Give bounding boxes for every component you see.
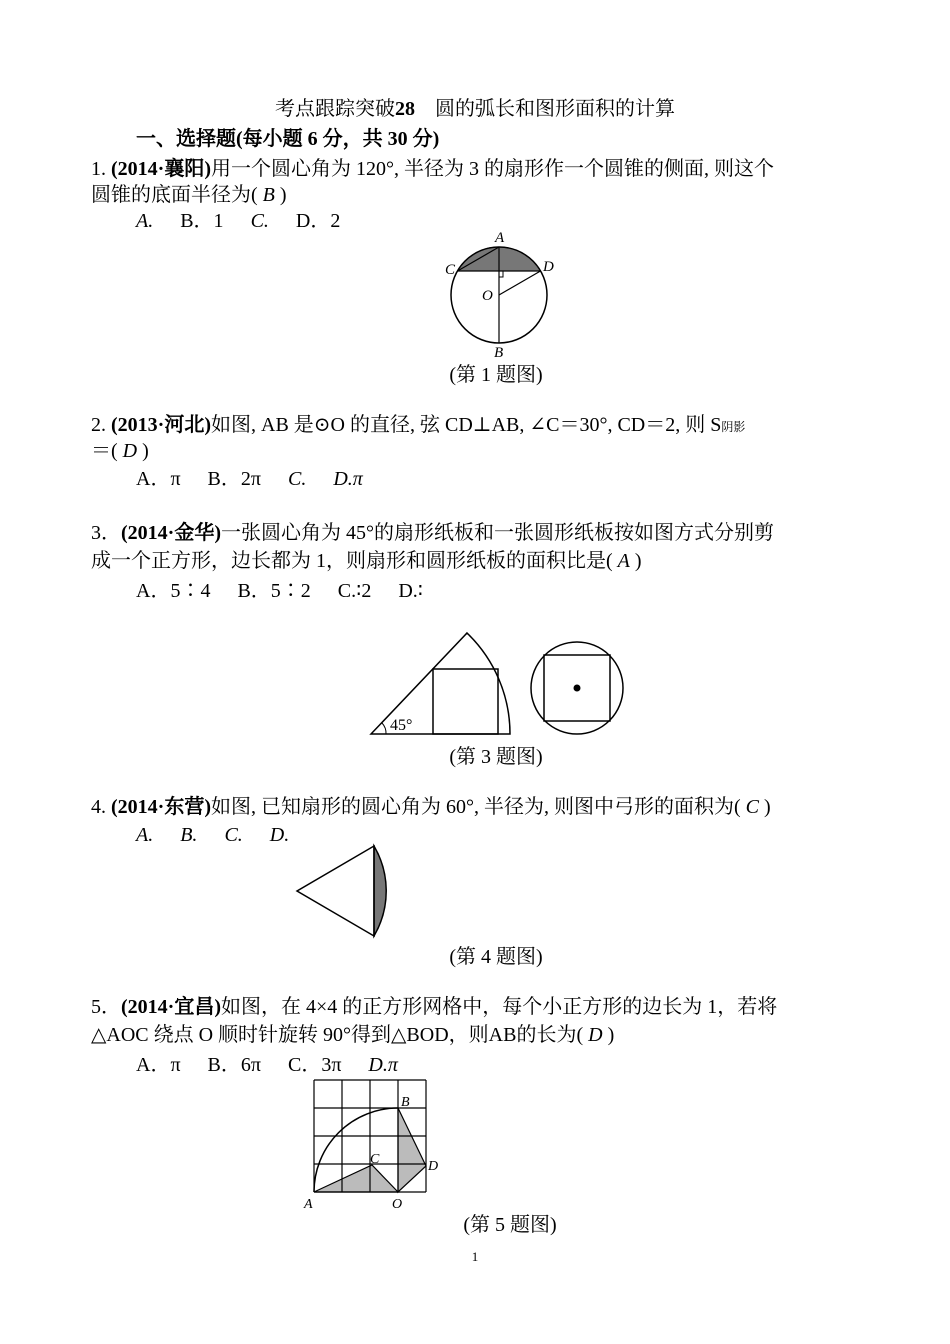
q1-option-d: D．2 [295, 210, 341, 232]
q1-label-c: C [445, 262, 456, 278]
q1-right-angle [499, 271, 503, 277]
q1-figure [440, 228, 570, 360]
question-2-line-1 [91, 412, 745, 440]
title-prefix: 考点跟踪突破 [275, 98, 395, 120]
q1-label-b: B [494, 345, 504, 360]
page-number: 1 [471, 1249, 479, 1264]
q1-close: ) [279, 184, 287, 206]
q2-answer: D [122, 440, 138, 462]
question-1-line-1 [91, 156, 774, 182]
q3-text-1: 一张圆心角为 45°的扇形纸板和一张圆形纸板按如图方式分别剪 [221, 522, 774, 544]
question-3-line-1 [91, 520, 774, 546]
q5-text-1: 如图，在 4×4 的正方形网格中，每个小正方形的边长为 1，若将 [221, 996, 778, 1018]
question-3-line-2 [91, 548, 642, 574]
question-5-line-1 [91, 994, 777, 1020]
q3-center-dot [574, 685, 581, 692]
q2-options [136, 466, 385, 492]
q2-option-d: D.π [333, 468, 363, 490]
q3-sector-square [433, 669, 498, 734]
q2-text-1: 如图, AB 是⊙O 的直径, 弦 CD⊥AB, ∠C＝30°, CD＝2, 则 S [211, 414, 722, 436]
q4-option-d: D. [269, 824, 290, 846]
q5-answer: D [588, 1024, 603, 1046]
q5-option-a: A．π [136, 1054, 181, 1076]
q3-option-a: A．5∶4 [136, 580, 211, 602]
q5-label-c: C [370, 1152, 380, 1167]
q1-radius-od [499, 271, 541, 295]
q5-triangle-bod [398, 1108, 426, 1192]
q3-option-c: C.∶2 [337, 580, 372, 602]
q4-option-c: C. [224, 824, 243, 846]
q4-answer: C [745, 796, 760, 818]
q5-text-2: △AOC 绕点 O 顺时针旋转 90°得到△BOD，则AB的长为( [91, 1024, 584, 1046]
q1-option-c: C. [250, 210, 269, 232]
q2-option-a: A．π [136, 468, 181, 490]
question-5-line-2 [91, 1022, 614, 1048]
q5-number: 5． [91, 996, 121, 1018]
q4-figure [292, 840, 397, 942]
q3-angle-label: 45° [390, 717, 413, 734]
q1-label-a: A [495, 230, 505, 246]
q5-caption: (第 5 题图) [463, 1214, 557, 1236]
q5-label-d: D [428, 1159, 439, 1174]
title-number: 28 [395, 98, 415, 120]
q5-label-b: B [401, 1095, 410, 1110]
q2-source: (2013·河北) [111, 414, 211, 436]
q3-option-b: B．5∶2 [237, 580, 311, 602]
q3-caption: (第 3 题图) [449, 746, 543, 768]
q1-options [136, 208, 362, 234]
q1-option-b: B．1 [180, 210, 224, 232]
q4-option-b: B. [180, 824, 198, 846]
q5-close: ) [607, 1024, 615, 1046]
q3-angle-arc [382, 723, 386, 734]
q5-option-c: C．3π [287, 1054, 342, 1076]
q4-number: 4. [91, 796, 106, 818]
q2-subscript: 阴影 [721, 420, 746, 434]
q4-options [136, 822, 311, 848]
q4-segment-shaded [374, 846, 386, 936]
q4-close: ) [764, 796, 771, 818]
q4-source: (2014·东营) [111, 796, 211, 818]
section-heading: 一、选择题(每小题 6 分，共 30 分) [136, 128, 440, 150]
q3-options [136, 578, 445, 604]
q1-label-d: D [543, 259, 554, 275]
q5-options [136, 1052, 420, 1078]
q2-option-c: C. [287, 468, 307, 490]
q4-option-a: A. [136, 824, 154, 846]
q2-option-b: B．2π [207, 468, 261, 490]
q1-source: (2014·襄阳) [111, 158, 211, 180]
page-title [0, 96, 950, 122]
q3-figure [366, 626, 628, 738]
q5-triangle-aoc [314, 1165, 398, 1192]
q5-source: (2014·宜昌) [121, 996, 221, 1018]
q1-text-1: 用一个圆心角为 120°, 半径为 3 的扇形作一个圆锥的侧面, 则这个 [211, 158, 774, 180]
q3-source: (2014·金华) [121, 522, 221, 544]
q2-text-2: ＝( [91, 440, 118, 462]
q5-label-a: A [304, 1197, 313, 1210]
question-4-line-1 [91, 794, 771, 820]
question-2-line-2 [91, 438, 149, 464]
q5-label-o: O [392, 1197, 403, 1210]
question-1-line-2 [91, 182, 287, 208]
title-text: 圆的弧长和图形面积的计算 [435, 98, 675, 120]
q2-close: ) [142, 440, 149, 462]
q5-option-d: D.π [368, 1054, 398, 1076]
q1-caption: (第 1 题图) [449, 364, 543, 386]
q3-text-2: 成一个正方形，边长都为 1，则扇形和圆形纸板的面积比是( [91, 550, 613, 572]
q3-number: 3． [91, 522, 121, 544]
q1-text-2: 圆锥的底面半径为( [91, 184, 258, 206]
q4-triangle [297, 846, 374, 936]
q1-answer: B [262, 184, 275, 206]
q4-caption: (第 4 题图) [449, 946, 543, 968]
q3-option-d: D.∶ [398, 580, 423, 602]
q3-close: ) [634, 550, 642, 572]
q1-option-a: A. [136, 210, 154, 232]
q1-number: 1. [91, 158, 106, 180]
q5-figure [298, 1078, 448, 1210]
q5-option-b: B．6π [207, 1054, 261, 1076]
q2-number: 2. [91, 414, 106, 436]
q1-label-o: O [482, 288, 493, 304]
q4-text-1: 如图, 已知扇形的圆心角为 60°, 半径为, 则图中弓形的面积为( [211, 796, 741, 818]
q3-answer: A [617, 550, 630, 572]
